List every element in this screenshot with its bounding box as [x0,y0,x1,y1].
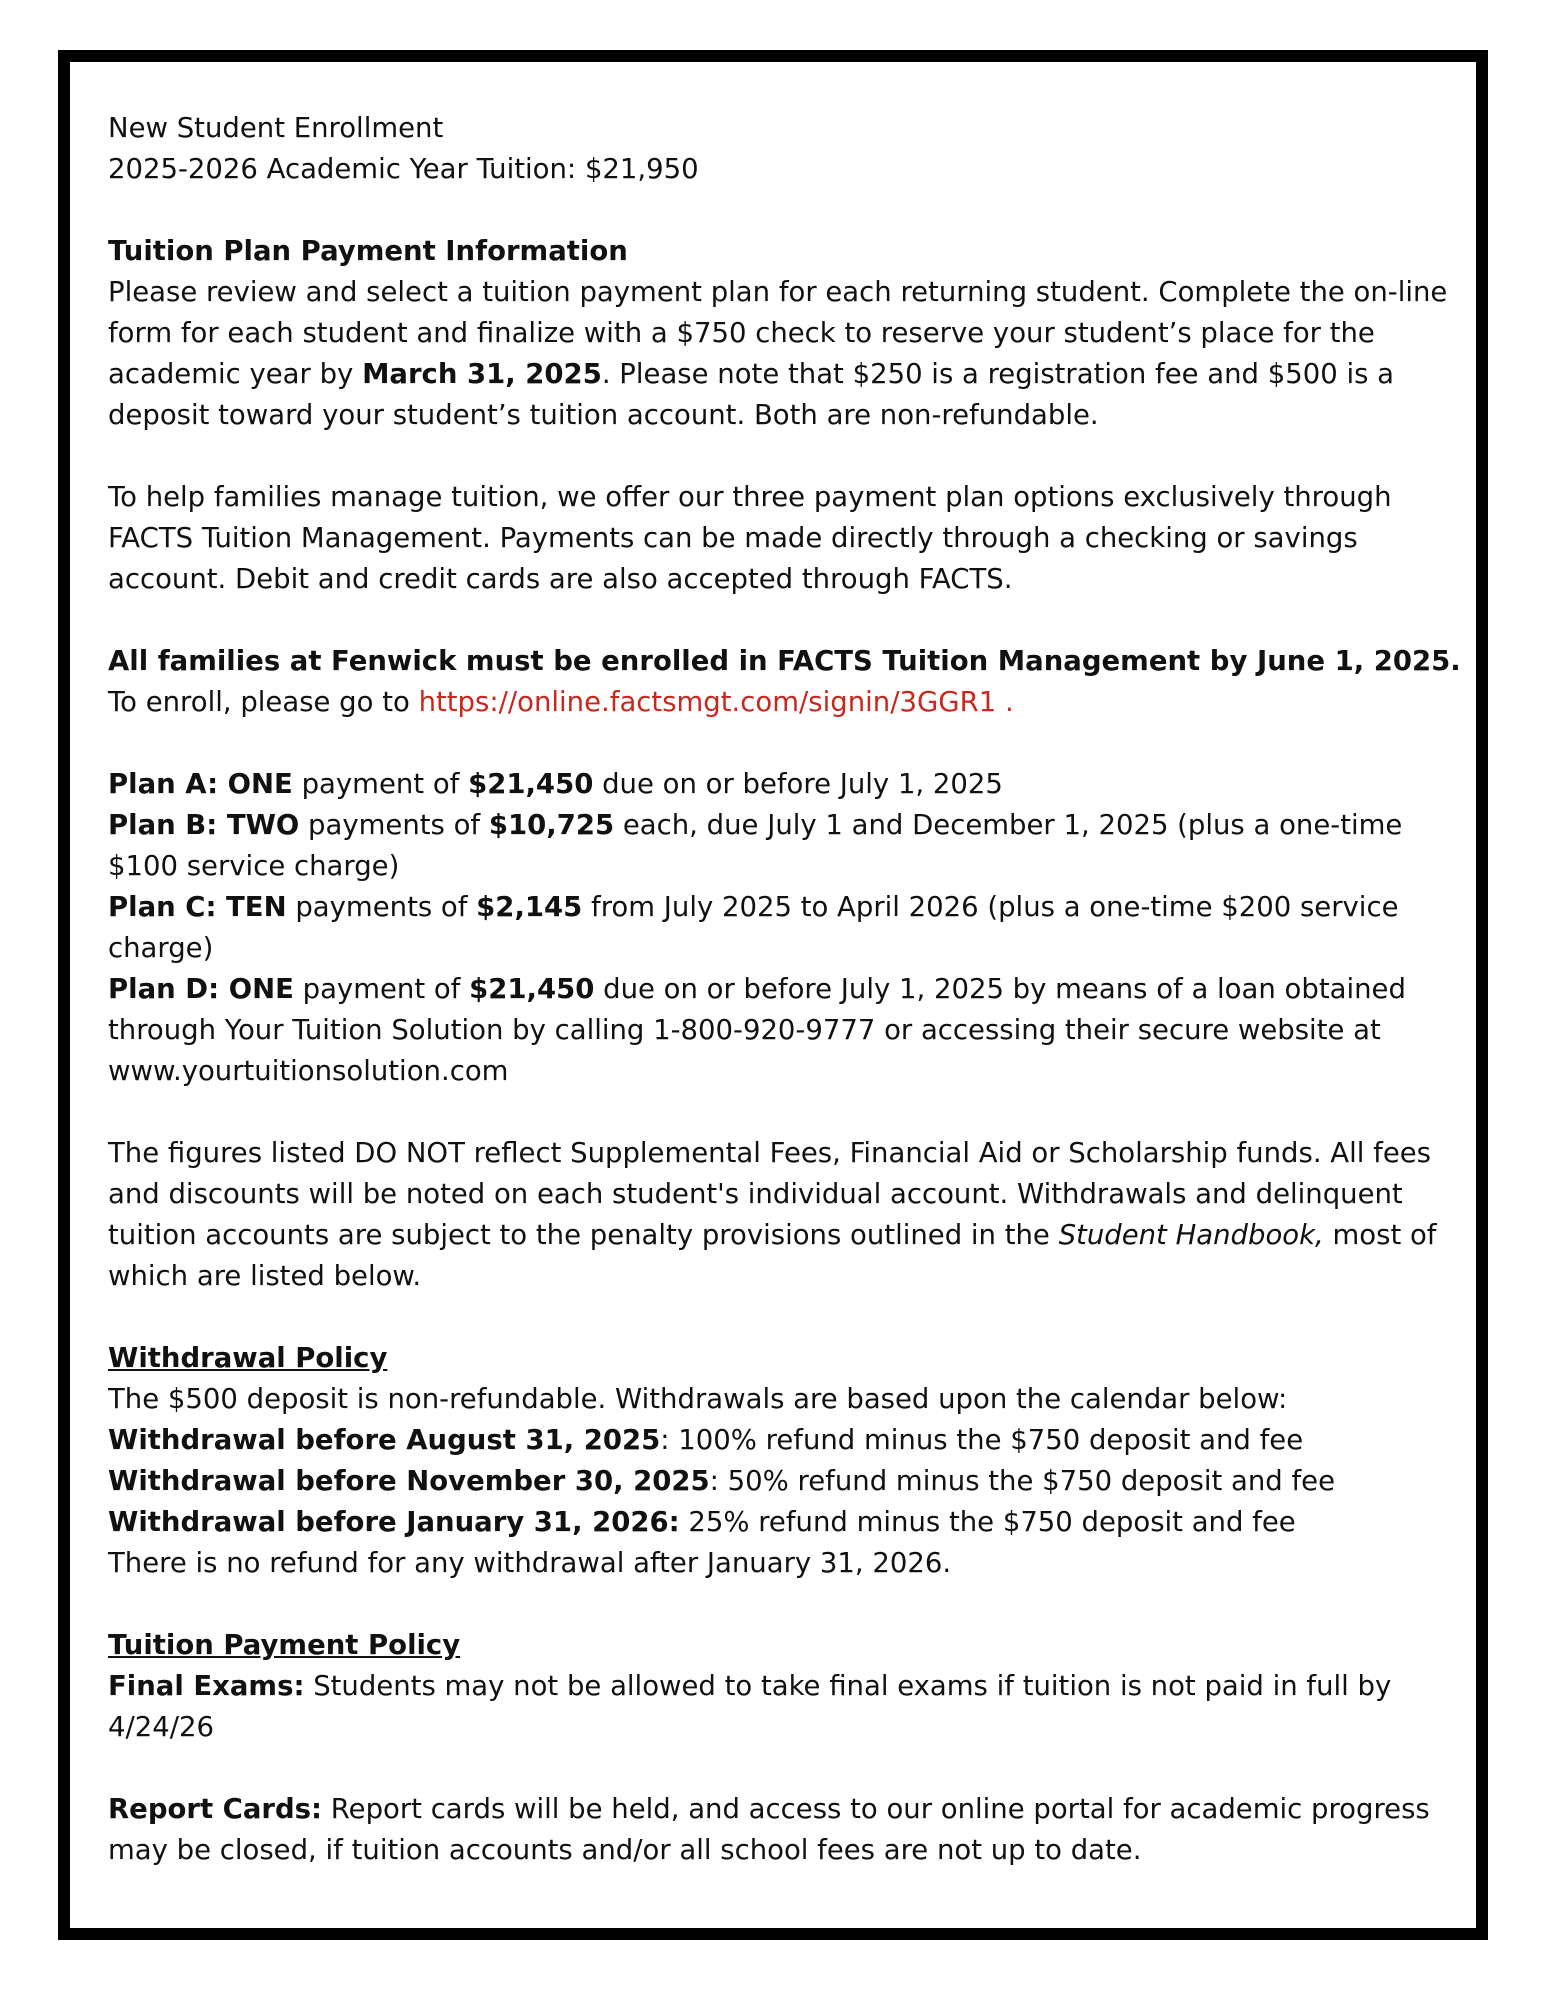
tuition-plan-paragraph: Please review and select a tuition payment plan for each returning student. Complete the on-line form for each student and finalize with a $750 check to reserve your student’s place for the academic year by March 31, 2025. Please note that $250 is a registration fee and $500 is a deposit toward your student’s tuition account. Both are non-refundable. [108,276,1448,431]
withdrawal-item-august: Withdrawal before August 31, 2025: 100% refund minus the $750 deposit and fee [108,1424,1304,1456]
facts-paragraph: To help families manage tuition, we offer our three payment plan options exclusively through FACTS Tuition Management. Payments can be made directly through a checking or savings account. Debit and credit cards are also accepted through FACTS. [108,481,1392,595]
student-handbook-title: Student Handbook, [1058,1219,1324,1251]
withdrawal-policy-heading: Withdrawal Policy [108,1342,388,1374]
plan-a: Plan A: ONE payment of $21,450 due on or before July 1, 2025 [108,768,1003,800]
withdrawal-closing: There is no refund for any withdrawal after January 31, 2026. [108,1547,952,1579]
enrollment-title: New Student Enrollment [108,112,444,144]
spacer [108,436,1478,477]
reservation-deadline: March 31, 2025 [362,358,602,390]
figures-disclaimer: The figures listed DO NOT reflect Supplemental Fees, Financial Aid or Scholarship funds. All fees and discounts will be noted on each student's individual account. Withdrawals and delinquent tuition accounts are subject to the penalty provisions outlined in the Student Handbook, most of which are listed below. [108,1137,1437,1292]
spacer [108,1584,1478,1625]
spacer [108,190,1478,231]
tuition-amount-line: 2025-2026 Academic Year Tuition: $21,950 [108,153,699,185]
spacer [108,1748,1478,1789]
spacer [108,723,1478,764]
spacer [108,600,1478,641]
document-body [108,108,1478,1871]
tuition-payment-policy-heading: Tuition Payment Policy [108,1629,461,1661]
spacer [108,1297,1478,1338]
enroll-instructions: To enroll, please go to https://online.factsmgt.com/signin/3GGR1 . [108,686,1014,718]
withdrawal-item-november: Withdrawal before November 30, 2025: 50% refund minus the $750 deposit and fee [108,1465,1336,1497]
facts-enrollment-notice: All families at Fenwick must be enrolled in FACTS Tuition Management by June 1, 2025. [108,645,1461,677]
tuition-plan-heading: Tuition Plan Payment Information [108,235,628,267]
final-exams-policy: Final Exams: Students may not be allowed to take final exams if tuition is not paid in full by 4/24/26 [108,1670,1392,1743]
plan-c: Plan C: TEN payments of $2,145 from July 2025 to April 2026 (plus a one-time $200 service charge) [108,891,1399,964]
plan-b: Plan B: TWO payments of $10,725 each, due July 1 and December 1, 2025 (plus a one-time $100 service charge) [108,809,1403,882]
withdrawal-item-january: Withdrawal before January 31, 2026: 25% refund minus the $750 deposit and fee [108,1506,1296,1538]
plan-d: Plan D: ONE payment of $21,450 due on or before July 1, 2025 by means of a loan obtained through Your Tuition Solution by calling 1-800-920-9777 or accessing their secure website at www.yourtuitionsolution.com [108,973,1406,1087]
document-frame [58,50,1488,1940]
facts-signin-link[interactable]: https://online.factsmgt.com/signin/3GGR1 . [418,686,1014,718]
withdrawal-intro: The $500 deposit is non-refundable. Withdrawals are based upon the calendar below: [108,1383,1288,1415]
report-cards-policy: Report Cards: Report cards will be held, and access to our online portal for academic progress may be closed, if tuition accounts and/or all school fees are not up to date. [108,1793,1430,1866]
spacer [108,1092,1478,1133]
